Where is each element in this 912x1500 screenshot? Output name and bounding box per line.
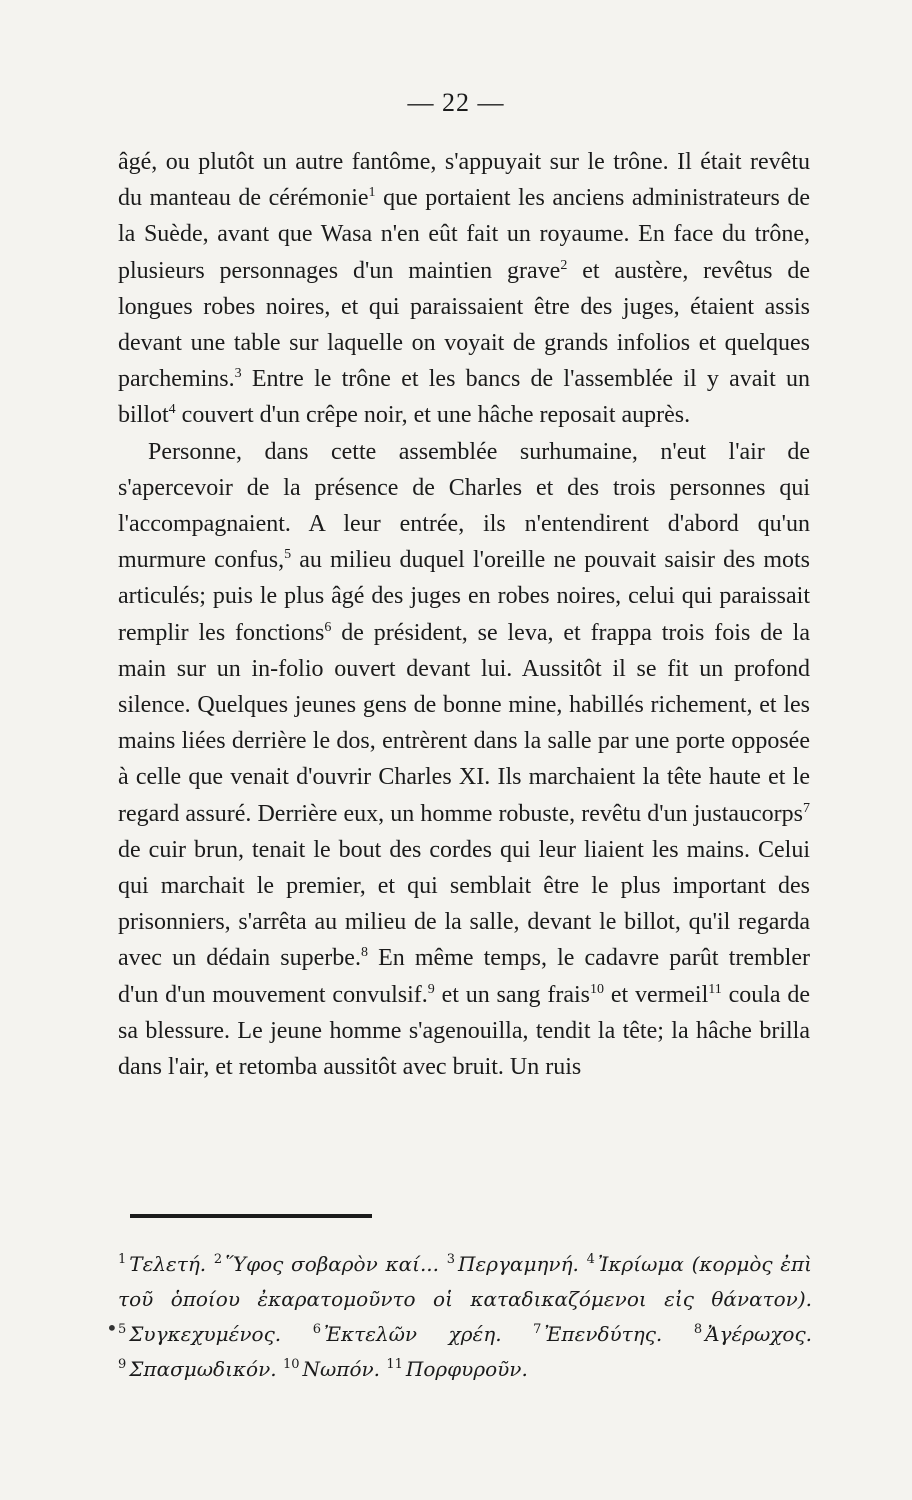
paragraph-2	[118, 434, 810, 1086]
footnote-text: Ὕφος σοβαρὸν καί...	[225, 1252, 440, 1276]
footnote-item	[118, 1357, 277, 1381]
footnotes	[118, 1247, 812, 1387]
footnote-marker: 4	[168, 402, 176, 418]
footnote-text: Πορφυροῦν.	[405, 1357, 528, 1381]
footnote-number: 11	[386, 1357, 403, 1373]
footnote-item	[118, 1322, 281, 1346]
footnote-marker: 8	[360, 945, 368, 961]
footnote-item	[118, 1252, 206, 1276]
footnote-text: Συγκεχυμένος.	[129, 1322, 282, 1346]
text-run: En même temps, le cadavre parût trembler d'un d'un mouvement convulsif.	[118, 945, 810, 1008]
footnote-number: 4	[586, 1252, 595, 1268]
footnote-text: Ἐπενδύτης.	[544, 1322, 663, 1346]
footnote-marker: 9	[427, 981, 435, 997]
footnote-marker: 10	[590, 981, 604, 997]
footnote-number: 10	[282, 1357, 300, 1373]
footnote-number: 3	[446, 1252, 456, 1268]
footnote-item	[533, 1322, 662, 1346]
text-run: couvert d'un crêpe noir, et une hâche reposait auprès.	[175, 402, 691, 429]
footnote-item	[447, 1252, 579, 1276]
text-run: que portaient les anciens administrateurs de la Suède, avant que Wasa n'en eût fait un royaume. En face du trône, plusieurs personnages d'un maintien grave	[118, 185, 810, 284]
footnote-text: Ἰκρίωμα (κορμὸς ἐπὶ τοῦ ὁποίου ἐκαρατομοῦντο οἱ καταδικαζόμενοι εἰς θάνατον).	[118, 1252, 813, 1311]
text-run: Personne, dans cette assemblée surhumaine, n'eut l'air de s'apercevoir de la présence de Charles et des trois personnes qui l'accompagnaient. A leur entrée, ils n'entendirent d'abord qu'un murmure confus,	[118, 438, 810, 574]
margin-mark: •	[106, 1316, 118, 1340]
paragraph-1	[118, 144, 810, 434]
footnote-item	[313, 1322, 502, 1346]
footnote-marker: 11	[708, 981, 722, 997]
footnote-marker: 3	[234, 366, 242, 382]
footnote-marker: 5	[284, 547, 292, 563]
footnote-marker: 1	[368, 185, 376, 201]
text-run: de président, se leva, et frappa trois fois de la main sur un in-folio ouvert devant lui. Aussitôt il se fit un profond silence. Quelques jeunes gens de bonne mine, habillés richement, et les mains liées derrière le dos, entrèrent dans la salle par une porte opposée à celle que venait d'ouvrir Charles XI. Ils marchaient la tête haute et le regard assuré. Derrière eux, un homme robuste, revêtu d'un justaucorps	[118, 619, 811, 827]
page-number: — 22 —	[407, 88, 505, 117]
footnote-item	[386, 1357, 527, 1381]
footnote-number: 7	[533, 1322, 542, 1338]
footnote-number: 6	[312, 1322, 321, 1338]
footnote-item	[694, 1322, 812, 1346]
text-run: de cuir brun, tenait le bout des cordes qui leur liaient les mains. Celui qui marchait le premier, et qui semblait être le plus important des prisonniers, s'arrêta au milieu de la salle, devant le billot, qu'il regarda avec un dédain superbe.	[118, 836, 810, 972]
text-run: et austère, revêtus de longues robes noires, et qui paraissaient être des juges, étaient assis devant une table sur laquelle on voyait de grands infolios et quelques parchemins.	[118, 257, 810, 393]
text-run: et vermeil	[604, 981, 709, 1008]
footnote-text: Ἀγέρωχος.	[705, 1322, 813, 1346]
main-text	[118, 144, 810, 1085]
footnote-item	[214, 1252, 439, 1276]
footnote-divider	[130, 1214, 372, 1218]
footnote-item	[283, 1357, 380, 1381]
text-run: âgé, ou plutôt un autre fantôme, s'appuyait sur le trône. Il était revêtu du manteau de cérémonie	[118, 149, 810, 212]
footnote-marker: 7	[803, 800, 810, 816]
footnote-text: Περγαμηνή.	[458, 1252, 579, 1276]
footnote-marker: 2	[560, 257, 568, 273]
footnote-number: 8	[693, 1322, 703, 1338]
footnote-text: Τελετή.	[129, 1252, 207, 1276]
text-run: et un sang frais	[434, 981, 590, 1008]
text-run: Entre le trône et les bancs de l'assemblée il y avait un billot	[118, 366, 810, 429]
footnote-text: Νωπόν.	[302, 1357, 381, 1381]
text-run: au milieu duquel l'oreille ne pouvait saisir des mots articulés; puis le plus âgé des juges en robes noires, celui qui paraissait remplir les fonctions	[118, 547, 810, 646]
footnote-number: 5	[118, 1322, 127, 1338]
footnote-text: Σπασμωδικόν.	[129, 1357, 277, 1381]
footnote-text: Ἐκτελῶν χρέη.	[323, 1322, 502, 1346]
footnote-number: 2	[213, 1252, 223, 1268]
footnote-number: 9	[118, 1357, 127, 1373]
text-run: coula de sa blessure. Le jeune homme s'agenouilla, tendit la tête; la hâche brilla dans l'air, et retomba aussitôt avec bruit. Un ruis	[118, 981, 811, 1081]
footnote-marker: 6	[324, 619, 332, 635]
footnote-number: 1	[118, 1252, 127, 1268]
